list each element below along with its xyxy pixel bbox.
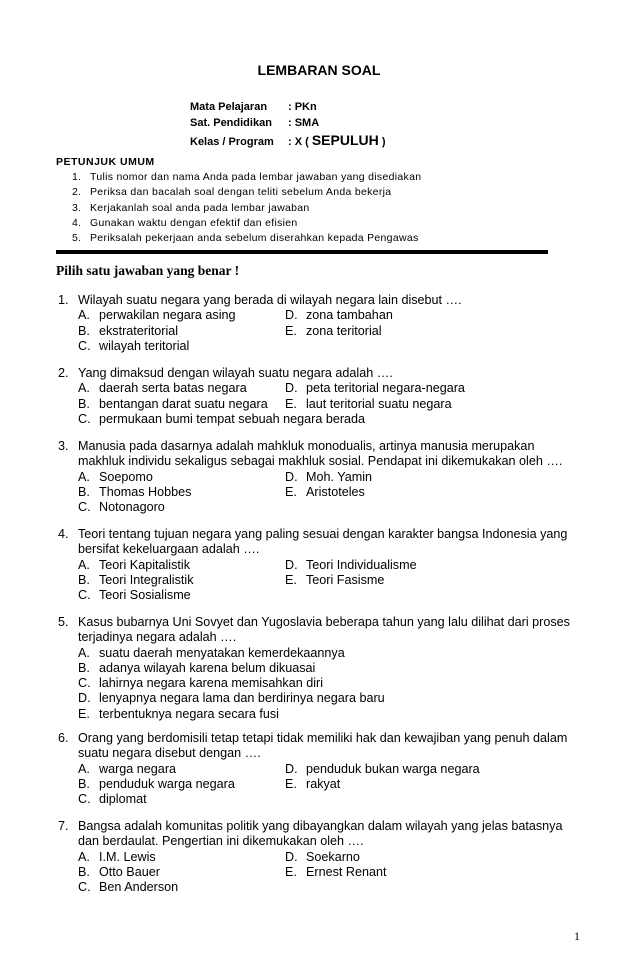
answer-option	[78, 381, 247, 396]
answer-option	[78, 397, 268, 412]
option-letter: E.	[285, 776, 297, 791]
answer-option	[285, 324, 382, 339]
question-text: Bangsa adalah komunitas politik yang dibayangkan dalam wilayah yang jelas batasnya	[78, 819, 563, 833]
option-text: laut teritorial suatu negara	[306, 396, 452, 411]
option-letter: B.	[78, 572, 90, 587]
question-text: Manusia pada dasarnya adalah mahkluk monodualis, artinya manusia merupakan	[78, 439, 535, 453]
info-row-level	[190, 117, 385, 133]
option-text: perwakilan negara asing	[99, 308, 236, 323]
option-letter: A.	[78, 645, 90, 660]
instruction-number: 2.	[72, 186, 82, 199]
option-letter: B.	[78, 484, 90, 499]
option-row	[78, 558, 578, 573]
option-row	[78, 762, 578, 777]
answer-option	[78, 308, 236, 323]
option-text: Teori Integralistik	[99, 572, 194, 587]
question-body	[78, 731, 578, 807]
option-letter: E.	[285, 864, 297, 879]
page-title: LEMBARAN SOAL	[257, 62, 381, 78]
answer-option	[78, 691, 385, 706]
option-text: zona teritorial	[306, 323, 382, 338]
info-value-class: SEPULUH	[311, 132, 379, 148]
option-letter: C.	[78, 588, 91, 603]
option-letter: D.	[78, 691, 91, 706]
answer-option	[285, 470, 372, 485]
option-text: Teori Fasisme	[306, 572, 385, 587]
instruction-number: 1.	[72, 171, 82, 183]
question-body	[78, 819, 578, 895]
answer-option	[78, 588, 191, 603]
option-text: Moh. Yamin	[306, 469, 373, 484]
instruction-number: 4.	[72, 216, 82, 229]
question-body	[78, 366, 578, 427]
question-number: 2.	[58, 366, 69, 380]
instruction-item	[72, 201, 421, 217]
question-number: 3.	[58, 439, 69, 453]
option-row	[78, 646, 578, 661]
answer-option	[78, 573, 194, 588]
info-row-subject	[190, 101, 385, 117]
option-row	[78, 865, 578, 880]
info-label: Mata Pelajaran	[190, 101, 268, 113]
answer-option	[78, 762, 176, 777]
option-text: warga negara	[99, 761, 177, 776]
question-body	[78, 527, 578, 603]
option-text: Soekarno	[306, 849, 360, 864]
option-text: permukaan bumi tempat sebuah negara berada	[99, 411, 366, 426]
option-letter: A.	[78, 381, 90, 396]
answer-option	[78, 324, 178, 339]
answer-option	[78, 661, 315, 676]
answer-option	[285, 397, 452, 412]
instruction-text: Periksalah pekerjaan anda sebelum diserahkan kepada Pengawas	[90, 232, 419, 245]
option-letter: C.	[78, 792, 91, 807]
instruction-text: Kerjakanlah soal anda pada lembar jawaban	[90, 201, 310, 214]
answer-option	[285, 558, 417, 573]
option-text: lenyapnya negara lama dan berdirinya negara baru	[99, 691, 385, 706]
option-row	[78, 412, 578, 427]
info-row-class	[190, 132, 385, 148]
option-letter: C.	[78, 676, 91, 691]
answer-option	[78, 485, 191, 500]
question-text: suatu negara disebut dengan ….	[78, 746, 261, 761]
option-text: penduduk bukan warga negara	[306, 761, 480, 776]
instruction-text: Periksa dan bacalah soal dengan teliti sebelum Anda bekerja	[90, 186, 392, 199]
option-letter: D.	[285, 761, 298, 776]
option-text: ekstrateritorial	[99, 323, 179, 338]
option-text: peta teritorial negara-negara	[306, 381, 465, 396]
option-text: Ernest Renant	[306, 864, 387, 879]
option-text: Aristoteles	[306, 484, 365, 499]
option-text: Teori Individualisme	[306, 557, 417, 572]
instruction-text: Gunakan waktu dengan efektif dan efisien	[90, 216, 298, 229]
answer-option	[78, 412, 365, 427]
option-text: zona tambahan	[306, 308, 393, 323]
option-letter: B.	[78, 396, 90, 411]
option-text: Teori Kapitalistik	[99, 557, 190, 572]
answer-option	[285, 308, 393, 323]
option-row	[78, 792, 578, 807]
option-row	[78, 573, 578, 588]
answer-option	[78, 676, 323, 691]
answer-option	[78, 777, 235, 792]
option-row	[78, 676, 578, 691]
option-letter: B.	[78, 323, 90, 338]
option-text: lahirnya negara karena memisahkan diri	[99, 676, 324, 691]
question-text: Wilayah suatu negara yang berada di wilayah negara lain disebut ….	[78, 293, 462, 307]
question-text: terjadinya negara adalah ….	[78, 630, 237, 645]
info-value: : SMA	[288, 116, 320, 129]
option-letter: E.	[285, 323, 297, 338]
option-text: penduduk warga negara	[99, 776, 235, 791]
option-text: bentangan darat suatu negara	[99, 396, 268, 411]
answer-option	[285, 777, 340, 792]
question-number: 1.	[58, 293, 69, 307]
subject-info	[190, 101, 385, 148]
answer-option	[285, 381, 465, 396]
option-text: I.M. Lewis	[99, 849, 156, 864]
answer-option	[78, 850, 156, 865]
question-body	[78, 615, 578, 722]
option-row	[78, 707, 578, 722]
instruction-number: 3.	[72, 201, 82, 214]
divider	[56, 250, 548, 254]
answer-option	[78, 880, 178, 895]
info-value: : PKn	[288, 101, 317, 113]
question-text: makhluk individu sekaligus sebagai makhluk sosial. Pendapat ini dikemukakan oleh ….	[78, 454, 563, 469]
answer-option	[78, 707, 279, 722]
question-text: bersifat kekeluargaan adalah ….	[78, 542, 260, 557]
answer-option	[285, 762, 480, 777]
option-letter: C.	[78, 500, 91, 515]
option-letter: A.	[78, 308, 90, 323]
option-letter: E.	[78, 706, 90, 721]
option-letter: E.	[285, 484, 297, 499]
question-text: Orang yang berdomisili tetap tetapi tidak memiliki hak dan kewajiban yang penuh dalam	[78, 731, 568, 745]
question-number: 4.	[58, 527, 69, 541]
option-text: daerah serta batas negara	[99, 381, 247, 396]
option-row	[78, 880, 578, 895]
option-row	[78, 397, 578, 412]
option-text: Teori Sosialisme	[99, 588, 191, 603]
question-number: 7.	[58, 819, 69, 833]
instruction-item	[72, 216, 421, 232]
option-text: Otto Bauer	[99, 864, 160, 879]
answer-option	[285, 485, 365, 500]
question-text: Yang dimaksud dengan wilayah suatu negara adalah ….	[78, 366, 393, 380]
option-letter: D.	[285, 381, 298, 396]
option-letter: B.	[78, 864, 90, 879]
option-letter: D.	[285, 849, 298, 864]
option-text: Notonagoro	[99, 500, 165, 515]
option-letter: C.	[78, 411, 91, 426]
option-letter: C.	[78, 880, 91, 895]
option-row	[78, 308, 578, 323]
instruction-item	[72, 186, 421, 201]
instruction-item	[72, 171, 422, 186]
option-row	[78, 324, 578, 339]
option-text: wilayah teritorial	[99, 338, 190, 353]
option-text: terbentuknya negara secara fusi	[99, 706, 279, 721]
option-letter: A.	[78, 849, 90, 864]
option-letter: B.	[78, 660, 90, 675]
option-row	[78, 588, 578, 603]
option-row	[78, 850, 578, 865]
answer-option	[285, 573, 384, 588]
option-letter: D.	[285, 469, 298, 484]
question-number: 6.	[58, 731, 69, 745]
question-text: Kasus bubarnya Uni Sovyet dan Yugoslavia beberapa tahun yang lalu dilihat dari proses	[78, 615, 570, 629]
option-text: suatu daerah menyatakan kemerdekaannya	[99, 645, 345, 660]
instruction-number: 5.	[72, 232, 82, 245]
option-letter: A.	[78, 557, 90, 572]
answer-option	[78, 792, 147, 807]
option-letter: A.	[78, 469, 90, 484]
instructions-heading: PETUNJUK UMUM	[56, 156, 155, 168]
option-text: rakyat	[306, 776, 341, 791]
instructions-list	[72, 171, 422, 247]
answer-option	[285, 865, 387, 880]
option-row	[78, 381, 578, 396]
info-value: : X (	[288, 136, 309, 148]
option-letter: E.	[285, 572, 297, 587]
option-text: adanya wilayah karena belum dikuasai	[99, 660, 316, 675]
answer-option	[78, 470, 153, 485]
instruction-item	[72, 232, 421, 247]
question-text: Teori tentang tujuan negara yang paling sesuai dengan karakter bangsa Indonesia yang	[78, 527, 568, 541]
answer-option	[78, 558, 190, 573]
option-row	[78, 485, 578, 500]
info-label: Kelas / Program	[190, 136, 274, 148]
option-row	[78, 661, 578, 676]
option-text: Soepomo	[99, 469, 153, 484]
answer-option	[285, 850, 360, 865]
answer-option	[78, 500, 165, 515]
option-row	[78, 777, 578, 792]
option-row	[78, 470, 578, 485]
question-text: dan berdaulat. Pengertian ini dikemukakan oleh ….	[78, 834, 364, 849]
option-row	[78, 691, 578, 706]
info-label: Sat. Pendidikan	[190, 116, 272, 129]
info-value: )	[381, 136, 386, 148]
option-letter: C.	[78, 338, 91, 353]
option-text: Thomas Hobbes	[99, 484, 192, 499]
answer-option	[78, 646, 345, 661]
option-row	[78, 339, 578, 354]
question-body	[78, 439, 578, 515]
page-number: 1	[574, 929, 580, 943]
question-body	[78, 293, 578, 354]
answer-option	[78, 865, 160, 880]
option-letter: B.	[78, 776, 90, 791]
option-text: Ben Anderson	[99, 880, 179, 895]
option-letter: A.	[78, 761, 90, 776]
option-letter: D.	[285, 557, 298, 572]
instruction-text: Tulis nomor dan nama Anda pada lembar jawaban yang disediakan	[90, 171, 422, 183]
option-letter: D.	[285, 308, 298, 323]
answer-option	[78, 339, 189, 354]
option-row	[78, 500, 578, 515]
option-text: diplomat	[99, 792, 147, 807]
answer-instruction: Pilih satu jawaban yang benar !	[56, 263, 240, 278]
option-letter: E.	[285, 396, 297, 411]
question-number: 5.	[58, 615, 69, 629]
